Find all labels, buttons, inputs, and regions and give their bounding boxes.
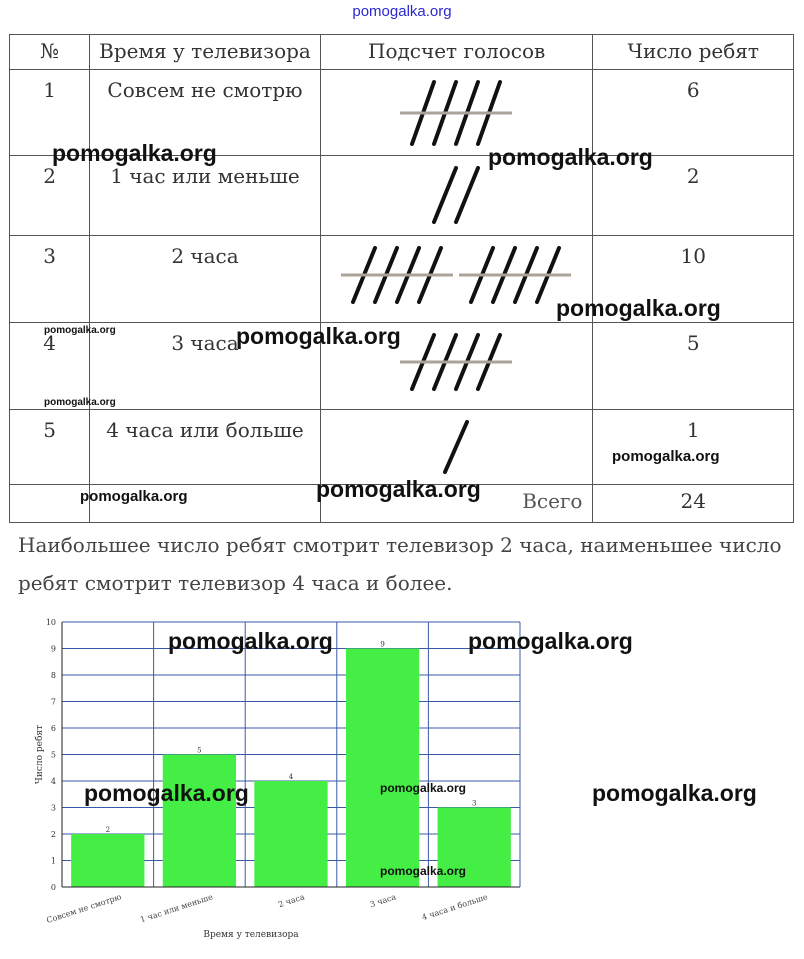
row-count: 10 (593, 236, 794, 323)
table-row (10, 156, 794, 236)
header-time: Время у телевизора (90, 35, 321, 70)
y-tick-label: 6 (50, 724, 56, 733)
row-tally (320, 70, 593, 156)
watermark: pomogalka.org (316, 476, 481, 502)
row-time: Совсем не смотрю (90, 70, 321, 156)
watermark: pomogalka.org (488, 144, 653, 170)
tally-marks (327, 78, 587, 148)
row-count: 2 (593, 156, 794, 236)
y-tick-label: 10 (45, 618, 56, 627)
y-tick-label: 7 (50, 697, 56, 707)
total-value: 24 (593, 485, 794, 523)
data-label: 2 (105, 826, 111, 834)
data-label: 9 (380, 640, 385, 649)
bar (254, 781, 327, 887)
header-tally: Подсчет голосов (320, 35, 593, 70)
summary-text: Наибольшее число ребят смотрит телевизор 2 часа, наименьшее число ребят смотрит телевизор 4 часа и более. (18, 533, 782, 595)
row-time: 4 часа или больше (90, 410, 321, 485)
site-header[interactable]: pomogalka.org (352, 3, 452, 20)
x-axis-label: Время у телевизора (203, 930, 299, 940)
x-tick-label: Совсем не смотрю (45, 892, 123, 926)
x-tick-label: 4 часа и больше (420, 892, 489, 923)
y-tick-label: 5 (50, 750, 56, 760)
y-tick-label: 9 (50, 644, 56, 654)
tally-stroke (434, 168, 456, 222)
data-label: 3 (471, 799, 477, 808)
y-tick-label: 1 (50, 856, 56, 866)
row-time: 1 час или меньше (90, 156, 321, 236)
row-number: 1 (10, 70, 90, 156)
y-tick-label: 2 (50, 830, 56, 839)
row-number: 4 (10, 323, 90, 410)
y-tick-label: 3 (50, 803, 56, 813)
y-tick-label: 4 (50, 777, 56, 786)
row-number: 5 (10, 410, 90, 485)
watermark: pomogalka.org (44, 397, 116, 408)
bar (71, 834, 144, 887)
tally-marks (327, 418, 587, 476)
header-number: № (10, 35, 90, 70)
tally-stroke (456, 168, 478, 222)
row-count: 6 (593, 70, 794, 156)
watermark: pomogalka.org (44, 325, 116, 336)
data-label: 4 (288, 773, 294, 781)
total-empty-cell (10, 485, 90, 523)
x-tick-label: 2 часа (277, 892, 306, 910)
watermark: pomogalka.org (236, 323, 401, 349)
watermark: pomogalka.org (592, 780, 757, 806)
watermark: pomogalka.org (380, 781, 467, 795)
watermark: pomogalka.org (84, 780, 249, 806)
total-label: Всего (320, 485, 593, 523)
watermark: pomogalka.org (556, 295, 721, 321)
y-axis-label: Число ребят (35, 724, 45, 785)
data-label: 5 (197, 746, 202, 755)
tally-marks (327, 244, 587, 306)
row-time: 3 часа (90, 323, 321, 410)
x-tick-label: 3 часа (368, 892, 398, 910)
watermark: pomogalka.org (168, 628, 333, 654)
row-tally (320, 410, 593, 485)
x-tick-label: 1 час или меньше (139, 892, 215, 925)
y-tick-label: 8 (50, 671, 56, 680)
row-tally (320, 236, 593, 323)
y-tick-label: 0 (50, 883, 56, 892)
row-number: 2 (10, 156, 90, 236)
watermark: pomogalka.org (52, 140, 217, 166)
row-number: 3 (10, 236, 90, 323)
table-row (10, 410, 794, 485)
tally-marks (327, 164, 587, 226)
watermark: pomogalka.org (80, 488, 188, 505)
row-count: 5 (593, 323, 794, 410)
watermark: pomogalka.org (468, 628, 633, 654)
bar (163, 755, 236, 888)
row-count: 1 (593, 410, 794, 485)
bar (346, 649, 419, 888)
tally-stroke (445, 422, 467, 472)
watermark: pomogalka.org (380, 864, 467, 878)
row-time: 2 часа (90, 236, 321, 323)
table-header-row (10, 35, 794, 70)
header-count: Число ребят (593, 35, 794, 70)
watermark: pomogalka.org (612, 448, 720, 465)
table-row (10, 323, 794, 410)
